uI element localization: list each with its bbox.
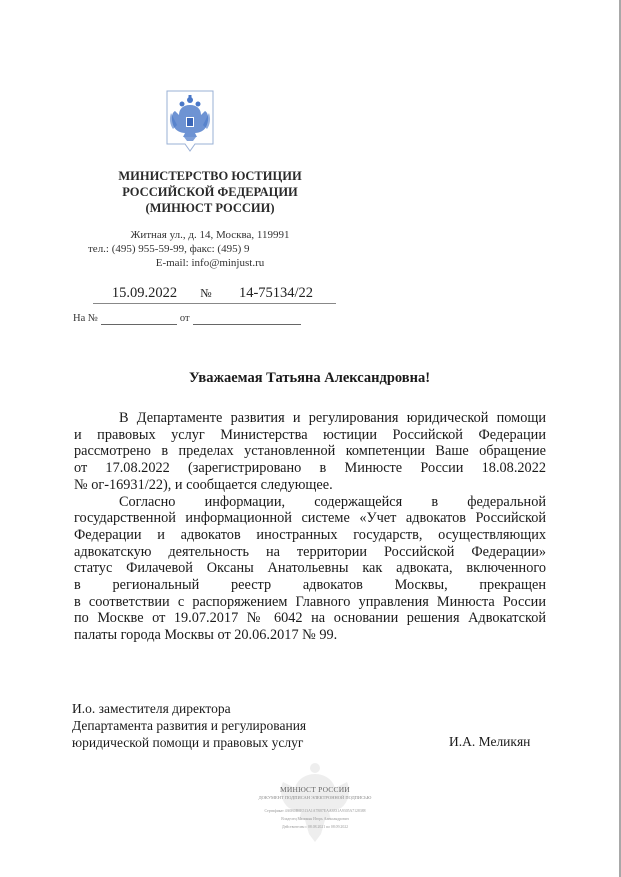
body-line: в соответствии с распоряжением Главного управления Минюста России <box>74 593 546 610</box>
body-line: палаты города Москвы от 20.06.2017 № 99. <box>74 627 338 644</box>
body-line: адвокатскую деятельность на территории Российской Федерации» <box>74 543 546 560</box>
stamp-subtitle: ДОКУМЕНТ ПОДПИСАН ЭЛЕКТРОННОЙ ПОДПИСЬЮ <box>258 795 372 800</box>
position-line: Департамента развития и регулирования <box>72 718 307 733</box>
letter-number: 14-75134/22 <box>216 285 336 304</box>
org-line: МИНИСТЕРСТВО ЮСТИЦИИ <box>118 169 302 183</box>
body-line: Согласно информации, содержащейся в федеральной <box>119 493 546 510</box>
address-line: Житная ул., д. 14, Москва, 119991 <box>130 229 290 241</box>
stamp-title: МИНЮСТ РОССИИ <box>280 785 350 794</box>
ref-prefix: На № <box>73 313 98 324</box>
eagle-watermark-icon <box>275 760 355 845</box>
phone-fax-line: тел.: (495) 955-59-99, факс: (495) 9 <box>88 243 250 255</box>
body-line: рассмотрено в пределах установленной компетенции Ваше обращение <box>74 443 546 460</box>
ministry-address <box>70 228 350 270</box>
ref-number-blank <box>101 313 177 325</box>
body-line: В Департаменте развития и регулирования юридической помощи <box>119 410 546 426</box>
body-line: статус Филачевой Оксаны Анатольевны как адвоката, включенного <box>74 560 546 577</box>
body-line: № ог-16931/22), и сообщается следующее. <box>74 476 333 493</box>
ref-date-blank <box>193 313 301 325</box>
body-line: государственной информационной системе «Учет адвокатов Российской <box>74 510 546 527</box>
stamp-certificate: Сертификат 4A0B0B0E513A1A7B87EAA3831A9305A7128388 <box>264 809 366 813</box>
signer-name: И.А. Меликян <box>449 734 531 749</box>
org-line: РОССИЙСКОЙ ФЕДЕРАЦИИ <box>122 185 298 199</box>
reference-line <box>73 313 301 325</box>
body-line: Федерации и адвокатов иностранных государств, осуществляющих <box>74 526 546 543</box>
ref-from: от <box>179 313 190 324</box>
body-line: по Москве от 19.07.2017 № 6042 на основании решения Адвокатской <box>74 610 546 627</box>
body-line: от 17.08.2022 (зарегистрировано в Минюсте России 18.08.2022 <box>74 460 546 477</box>
position-line: юридической помощи и правовых услуг <box>72 735 304 750</box>
body-line: и правовых услуг Министерства юстиции Российской Федерации <box>74 426 546 443</box>
letter-date: 15.09.2022 <box>93 285 196 304</box>
body-line: в региональный реестр адвокатов Москвы, прекращен <box>74 577 546 594</box>
email-line: E-mail: info@minjust.ru <box>155 257 265 269</box>
paragraph-2 <box>74 494 546 644</box>
position-line: И.о. заместителя директора <box>72 701 231 716</box>
registration-line <box>93 285 336 304</box>
salutation: Уважаемая Татьяна Александровна! <box>188 370 431 386</box>
electronic-signature-stamp <box>225 760 405 845</box>
russian-coat-of-arms-icon <box>165 89 215 157</box>
org-line: (МИНЮСТ РОССИИ) <box>145 201 275 215</box>
stamp-validity: Действителен с 08.08.2021 по 08.09.2022 <box>281 825 349 829</box>
stamp-owner: Владелец Меликян Игорь Александрович <box>281 817 349 821</box>
ministry-name <box>70 168 350 216</box>
number-sign: № <box>196 286 216 304</box>
signatory-position <box>72 700 306 751</box>
letter-body <box>74 410 546 644</box>
paragraph-1 <box>74 410 546 494</box>
